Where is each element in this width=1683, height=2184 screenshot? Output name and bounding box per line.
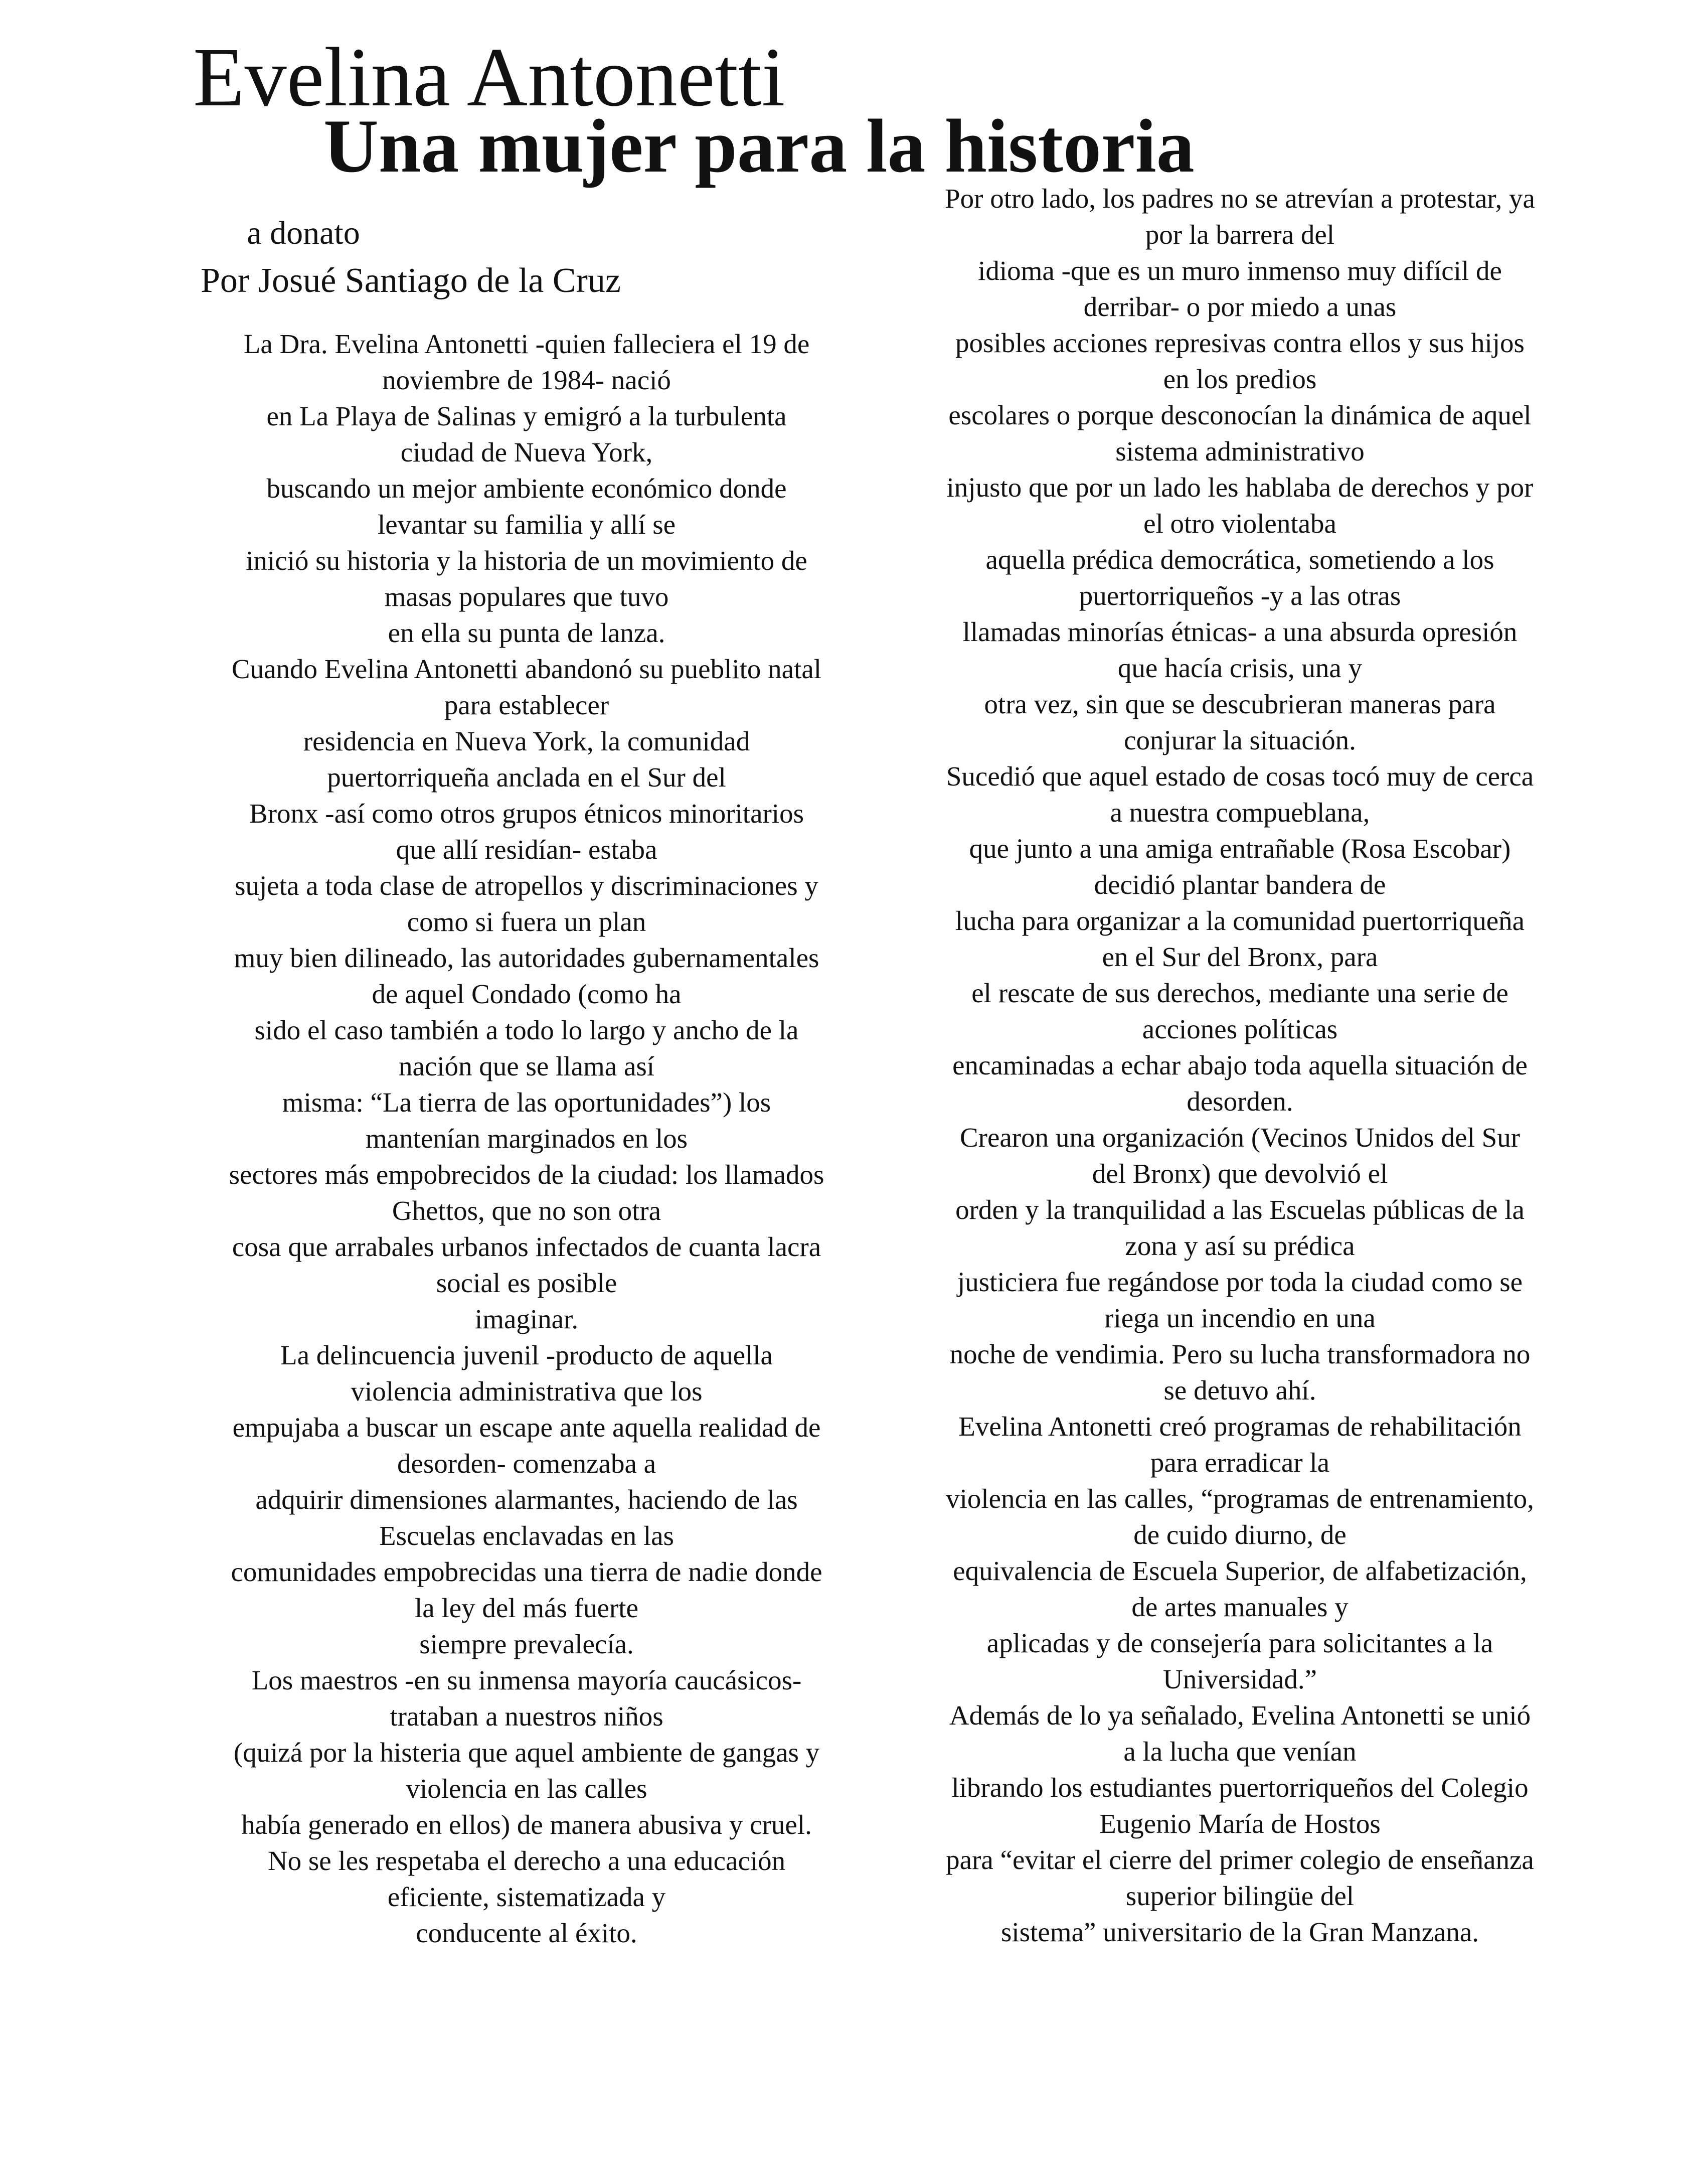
article-line: Evelina Antonetti creó programas de rehabilitación [958,1411,1522,1442]
article-line: zona y así su prédica [1125,1230,1355,1261]
article-line: sujeta a toda clase de atropellos y discriminaciones y [235,870,818,901]
article-line: orden y la tranquilidad a las Escuelas públicas de la [955,1194,1525,1225]
article-line: imaginar. [474,1304,579,1334]
article-line: trataban a nuestros niños [390,1701,663,1732]
article-line: puertorriqueña anclada en el Sur del [327,762,726,793]
article-line: (quizá por la histeria que aquel ambiente de gangas y [233,1737,820,1768]
article-line: Cuando Evelina Antonetti abandonó su pueblito natal [231,654,822,684]
article-line: Universidad.” [1163,1664,1317,1694]
article-line: injusto que por un lado les hablaba de derechos y por [946,472,1534,503]
article-title: Evelina Antonetti [193,31,785,124]
article-line: en los predios [1163,364,1317,394]
article-line: escolares o porque desconocían la dinámica de aquel [948,400,1532,430]
article-line: No se les respetaba el derecho a una educación [267,1845,786,1876]
article-line: aplicadas y de consejería para solicitantes a la [986,1628,1493,1658]
article-line: que junto a una amiga entrañable (Rosa Escobar) [969,833,1511,864]
article-line: comunidades empobrecidas una tierra de nadie donde [231,1556,822,1587]
article-line: a nuestra compueblana, [1110,797,1370,828]
article-line: levantar su familia y allí se [377,509,676,540]
article-line: sido el caso también a todo lo largo y ancho de la [254,1015,799,1045]
article-line: buscando un mejor ambiente económico donde [266,473,787,504]
article-line: misma: “La tierra de las oportunidades”) los [282,1087,771,1118]
article-line: Además de lo ya señalado, Evelina Antonetti se unió [949,1700,1531,1731]
article-line: sistema” universitario de la Gran Manzana. [1001,1917,1479,1947]
article-line: del Bronx) que devolvió el [1092,1158,1388,1189]
article-line: justiciera fue regándose por toda la ciudad como se [957,1267,1523,1297]
article-line: la ley del más fuerte [415,1593,638,1623]
article-line: para erradicar la [1150,1447,1330,1478]
article-line: puertorriqueños -y a las otras [1079,580,1401,611]
article-line: a la lucha que venían [1123,1736,1357,1767]
article-line: aquella prédica democrática, sometiendo a los [985,544,1494,575]
article-line: Escuelas enclavadas en las [379,1520,674,1551]
article-line: que hacía crisis, una y [1117,653,1363,683]
article-line: posibles acciones represivas contra ellos y sus hijos [955,328,1525,358]
article-line: superior bilingüe del [1125,1881,1355,1911]
article-line: el otro violentaba [1143,508,1336,539]
article-line: muy bien dilineado, las autoridades gubernamentales [234,943,819,973]
article-line: encaminadas a echar abajo toda aquella situación de [952,1050,1528,1080]
article-line: inició su historia y la historia de un movimiento de [246,545,807,576]
article-line: ciudad de Nueva York, [400,437,653,467]
article-line: por la barrera del [1145,219,1335,250]
article-line: conjurar la situación. [1124,725,1356,755]
article-line: desorden. [1187,1086,1293,1117]
article-line: sistema administrativo [1115,436,1365,466]
article-line: para “evitar el cierre del primer colegio de enseñanza [946,1844,1534,1875]
article-line: librando los estudiantes puertorriqueños del Colegio [951,1772,1529,1803]
article-line: violencia en las calles, “programas de entrenamiento, [946,1483,1534,1514]
byline-courtesy: a donato [247,215,360,251]
article-line: como si fuera un plan [407,906,646,937]
article-line: nación que se llama así [398,1051,655,1081]
article-line: Ghettos, que no son otra [392,1195,661,1226]
article-line: siempre prevalecía. [419,1629,634,1659]
article-line: Eugenio María de Hostos [1099,1808,1381,1839]
article-line: La Dra. Evelina Antonetti -quien falleciera el 19 de [243,329,810,359]
article-line: Crearon una organización (Vecinos Unidos del Sur [959,1122,1521,1153]
article-line: adquirir dimensiones alarmantes, haciendo de las [255,1484,798,1515]
article-line: lucha para organizar a la comunidad puertorriqueña [955,905,1525,936]
article-line: equivalencia de Escuela Superior, de alfabetización, [953,1555,1527,1586]
article-line: derribar- o por miedo a unas [1083,291,1397,322]
article-line: Por otro lado, los padres no se atrevían a protestar, ya [945,183,1535,214]
article-line: otra vez, sin que se descubrieran maneras para [984,689,1496,719]
byline-author: Por Josué Santiago de la Cruz [201,261,621,300]
article-line: violencia en las calles [406,1773,647,1804]
article-line: cosa que arrabales urbanos infectados de cuanta lacra [232,1231,821,1262]
article-line: había generado en ellos) de manera abusiva y cruel. [241,1809,812,1840]
article-line: social es posible [436,1268,617,1298]
article-line: sectores más empobrecidos de la ciudad: los llamados [229,1159,824,1190]
article-line: empujaba a buscar un escape ante aquella realidad de [232,1412,821,1443]
article-line: Bronx -así como otros grupos étnicos minoritarios [249,798,804,829]
article-line: decidió plantar bandera de [1094,869,1386,900]
article-line: riega un incendio en una [1104,1303,1376,1333]
article-line: se detuvo ahí. [1163,1375,1316,1406]
article-line: desorden- comenzaba a [397,1448,656,1479]
article-line: eficiente, sistematizada y [387,1882,666,1912]
article-line: llamadas minorías étnicas- a una absurda opresión [962,616,1518,647]
article-column-left [191,326,863,1951]
article-line: de aquel Condado (como ha [372,979,682,1009]
article-line: noviembre de 1984- nació [382,365,671,395]
article-line: en ella su punta de lanza. [388,617,665,648]
article-line: de cuido diurno, de [1133,1519,1347,1550]
article-column-right [880,181,1600,1950]
article-subtitle: Una mujer para la historia [323,104,1195,188]
article-line: conducente al éxito. [416,1918,637,1948]
article-line: en La Playa de Salinas y emigró a la turbulenta [266,401,787,431]
article-line: de artes manuales y [1131,1592,1349,1622]
article-line: masas populares que tuvo [384,581,669,612]
article-line: mantenían marginados en los [365,1123,688,1154]
article-line: acciones políticas [1142,1014,1338,1044]
article-line: noche de vendimia. Pero su lucha transformadora no [949,1339,1531,1369]
article-line: que allí residían- estaba [396,834,657,865]
article-line: Sucedió que aquel estado de cosas tocó muy de cerca [946,761,1534,792]
article-line: residencia en Nueva York, la comunidad [303,726,750,756]
article-line: idioma -que es un muro inmenso muy difícil de [978,255,1502,286]
article-line: el rescate de sus derechos, mediante una serie de [971,978,1508,1008]
article-line: en el Sur del Bronx, para [1102,942,1378,972]
article-line: Los maestros -en su inmensa mayoría caucásicos- [251,1665,802,1695]
article-line: La delincuencia juvenil -producto de aquella [280,1340,773,1370]
article-line: para establecer [444,690,609,720]
article-line: violencia administrativa que los [351,1376,703,1407]
